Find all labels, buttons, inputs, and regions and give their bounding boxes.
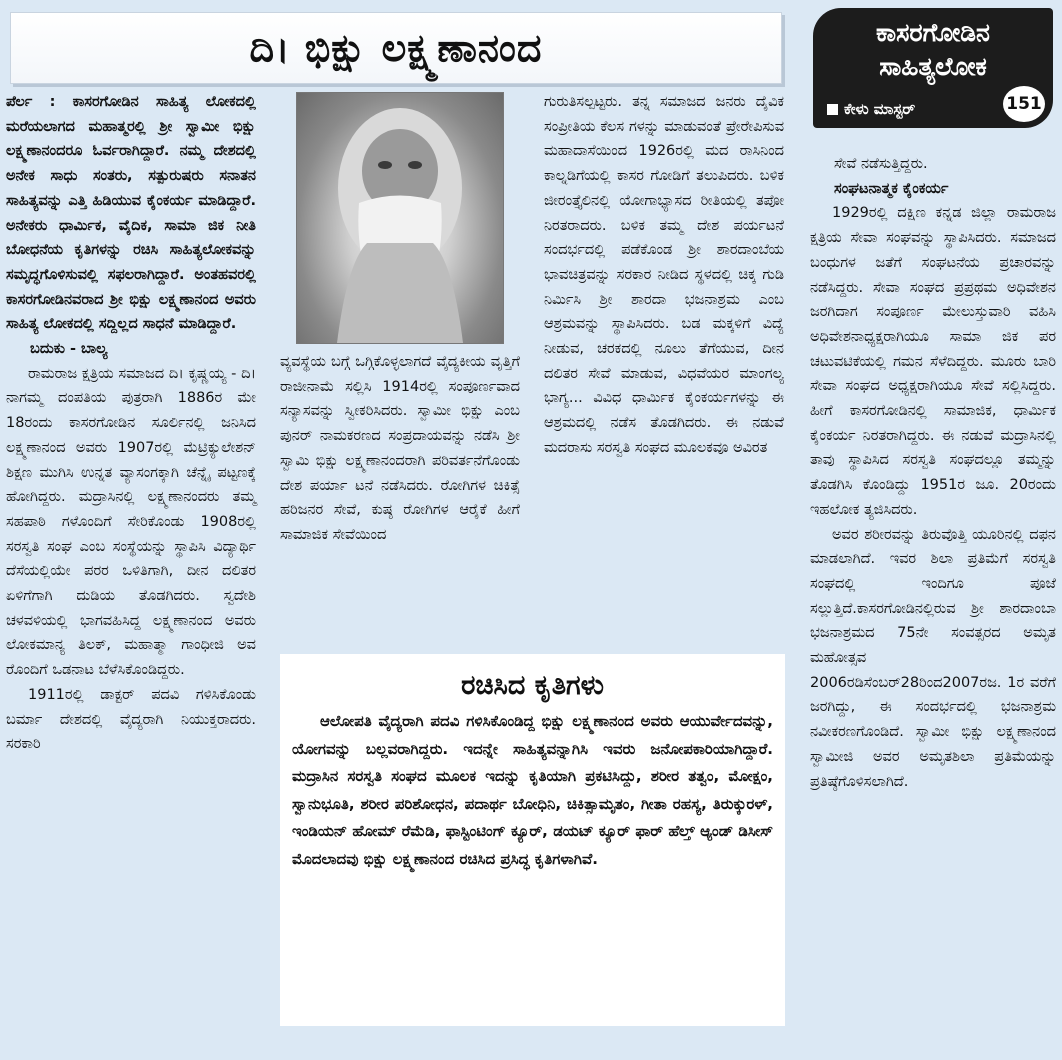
works-box bbox=[280, 654, 785, 1026]
bullet-square-icon bbox=[827, 104, 838, 115]
paragraph: 1911ರಲ್ಲಿ ಡಾಕ್ಟರ್ ಪದವಿ ಗಳಿಸಿಕೊಂಡು ಬರ್ಮಾ ದೇಶದಲ್ಲಿ ವೈದ್ಯರಾಗಿ ನಿಯುಕ್ತರಾದರು. ಸರಕಾರಿ bbox=[6, 686, 256, 753]
column-2 bbox=[280, 350, 520, 548]
portrait-photo bbox=[296, 92, 504, 344]
series-author bbox=[827, 100, 915, 118]
intro-paragraph: ಪೆರ್ಲ : ಕಾಸರಗೋಡಿನ ಸಾಹಿತ್ಯ ಲೋಕದಲ್ಲಿ ಮರೆಯಲಾಗದ ಮಹಾತ್ಮರಲ್ಲಿ ಶ್ರೀ ಸ್ವಾಮೀ ಭಿಕ್ಷು ಲಕ್ಷ್ಮಣಾನಂದರೂ ಓರ್ವರಾಗಿದ್ದಾರೆ. ನಮ್ಮ ದೇಶದಲ್ಲಿ ಅನೇಕ ಸಾಧು ಸಂತರು, ಸತ್ಪುರುಷರು ಸನಾತನ ಸಾಹಿತ್ಯವನ್ನು ಎತ್ತಿ ಹಿಡಿಯುವ ಕೈಂಕರ್ಯ ಮಾಡಿದ್ದಾರೆ. ಅನೇಕರು ಧಾರ್ಮಿಕ, ವೈದಿಕ, ಸಾಮಾ ಜಿಕ ನೀತಿ ಬೋಧನೆಯ ಕೃತಿಗಳನ್ನು ರಚಿಸಿ ಸಾಹಿತ್ಯಲೋಕವನ್ನು ಸಮೃದ್ಧಗೊಳಿಸುವಲ್ಲಿ ಸಫಲರಾಗಿದ್ದಾರೆ. ಅಂತಹವರಲ್ಲಿ ಕಾಸರಗೋಡಿನವರಾದ ಶ್ರೀ ಭಿಕ್ಷು ಲಕ್ಷ್ಮಣಾನಂದ ಅವರು ಸಾಹಿತ್ಯ ಲೋಕದಲ್ಲಿ ಸದ್ದಿಲ್ಲದ ಸಾಧನೆ ಮಾಡಿದ್ದಾರೆ. bbox=[6, 94, 256, 333]
paragraph: ಗುರುತಿಸಲ್ಪಟ್ಟರು. ತನ್ನ ಸಮಾಜದ ಜನರು ದೈವಿಕ ಸಂಪ್ರೀತಿಯ ಕೆಲಸ ಗಳನ್ನು ಮಾಡುವಂತೆ ಪ್ರೇರೇಪಿಸುವ ಮಹಾದಾಸೆಯಿಂದ 1926ರಲ್ಲಿ ಮದ ರಾಸಿನಿಂದ ಕಾಲ್ನಡಿಗೆಯಲ್ಲಿ ಕಾಸರ ಗೋಡಿಗೆ ತಲುಪಿದರು. ಬಳಿಕ ಜೀರಂತ್ತೈಲಿನಲ್ಲಿ ಯೋಗಾಭ್ಯಾಸದ ರೀತಿಯಲ್ಲಿ ತಪೋ ನಿರತರಾದರು. ಬಳಿಕ ತಮ್ಮ ದೇಶ ಪರ್ಯಟನೆ ಸಂದರ್ಭದಲ್ಲಿ ಪಡೆಕೊಂಡ ಶ್ರೀ ಶಾರದಾಂಬೆಯ ಭಾವಚಿತ್ರವನ್ನು ಸರಕಾರ ನೀಡಿದ ಸ್ಥಳದಲ್ಲಿ ಚಿಕ್ಕ ಗುಡಿ ನಿರ್ಮಿಸಿ ಶ್ರೀ ಶಾರದಾ ಭಜನಾಶ್ರಮ ಎಂಬ ಆಶ್ರಮವನ್ನು ಸ್ಥಾಪಿಸಿದರು. ಬಡ ಮಕ್ಕಳಿಗೆ ವಿದ್ಯೆ ನೀಡುವ, ಚರಕದಲ್ಲಿ ನೂಲು ತೆಗೆಯುವ, ದೀನ ದಲಿತರ ಸೇವೆ ಮಾಡುವ, ವಿಧವೆಯರ ಮಾಂಗಲ್ಯ ಭಾಗ್ಯ... ವಿವಿಧ ಧಾರ್ಮಿಕ ಕೈಂಕರ್ಯಗಳನ್ನು ಈ ಆಶ್ರಮದಲ್ಲಿ ನಡೆಸ ತೊಡಗಿದರು. ಈ ನಡುವೆ ಮದರಾಸು ಸರಸ್ವತಿ ಸಂಘದ ಮೂಲಕವೂ ಅವಿರತ bbox=[544, 94, 784, 456]
works-title: ರಚಿಸಿದ ಕೃತಿಗಳು bbox=[461, 670, 604, 701]
series-title-line2: ಸಾಹಿತ್ಯಲೋಕ bbox=[879, 52, 987, 81]
column-1 bbox=[6, 90, 256, 757]
headline: ದಿ। ಭಿಕ್ಷು ಲಕ್ಷ್ಮಣಾನಂದ bbox=[249, 25, 543, 70]
paragraph: ವ್ಯವಸ್ಥೆಯ ಬಗ್ಗೆ ಒಗ್ಗಿಕೊಳ್ಳಲಾಗದೆ ವೈದ್ಯಕೀಯ ವೃತ್ತಿಗೆ ರಾಜೀನಾಮೆ ಸಲ್ಲಿಸಿ 1914ರಲ್ಲಿ ಸಂಪೂರ್ಣವಾದ ಸನ್ಯಾಸವನ್ನು ಸ್ವೀಕರಿಸಿದರು. ಸ್ವಾಮೀ ಭಿಕ್ಷು ಎಂಬ ಪುನರ್ ನಾಮಕರಣದ ಸಂಪ್ರದಾಯವನ್ನು ನಡೆಸಿ ಶ್ರೀ ಸ್ವಾಮಿ ಭಿಕ್ಷು ಲಕ್ಷ್ಮಣಾನಂದರಾಗಿ ಪರಿವರ್ತನೆಗೊಂಡು ದೇಶ ಪರ್ಯಾ ಟನೆ ನಡೆಸಿದರು. ರೋಗಿಗಳ ಚಿಕಿತ್ಸೆ ಹರಿಜನರ ಸೇವೆ, ಕುಷ್ಠ ರೋಗಿಗಳ ಆರೈಕೆ ಹೀಗೆ ಸಾಮಾಜಿಕ ಸೇವೆಯಿಂದ bbox=[280, 354, 520, 543]
paragraph: ಅವರ ಶರೀರವನ್ನು ತಿರುವೊತ್ತಿ ಯೂರಿನಲ್ಲಿ ದಫನ ಮಾಡಲಾಗಿದೆ. ಇವರ ಶಿಲಾ ಪ್ರತಿಮೆಗೆ ಸರಸ್ವತಿ ಸಂಘದಲ್ಲಿ ಇಂದಿಗೂ ಪೂಜೆ ಸಲ್ಲುತ್ತಿದೆ.ಕಾಸರಗೋಡಿನಲ್ಲಿರುವ ಶ್ರೀ ಶಾರದಾಂಬಾ ಭಜನಾಶ್ರಮದ 75ನೇ ಸಂವತ್ಸರದ ಅಮೃತ ಮಹೋತ್ಸವ 2006ರಡಿಸೆಂಬರ್28ರಿಂದ2007ರಜ. 1ರ ವರೆಗೆ ಜರಗಿದ್ದು, ಈ ಸಂದರ್ಭದಲ್ಲಿ ಭಜನಾಶ್ರಮ ನವೀಕರಣಗೊಂಡಿದೆ. ಸ್ವಾಮೀ ಭಿಕ್ಷು ಲಕ್ಷ್ಮಣಾನಂದ ಸ್ವಾಮೀಜಿ ಅವರ ಅಮೃತಶಿಲಾ ಪ್ರತಿಮೆಯನ್ನು ಪ್ರತಿಷ್ಠೆಗೊಳಿಸಲಾಗಿದೆ. bbox=[810, 526, 1056, 790]
paragraph: ಸೇವೆ ನಡೆಸುತ್ತಿದ್ದರು. bbox=[834, 156, 928, 172]
works-paragraph: ಆಲೋಪತಿ ವೈದ್ಯರಾಗಿ ಪದವಿ ಗಳಿಸಿಕೊಂಡಿದ್ದ ಭಿಕ್ಷು ಲಕ್ಷ್ಮಣಾನಂದ ಅವರು ಆಯುರ್ವೇದವನ್ನು, ಯೋಗವನ್ನು ಬಲ್ಲವರಾಗಿದ್ದರು. ಇದನ್ನೇ ಸಾಹಿತ್ಯವನ್ನಾಗಿಸಿ ಇವರು ಜನೋಪಕಾರಿಯಾಗಿದ್ದಾರೆ. ಮದ್ರಾಸಿನ ಸರಸ್ವತಿ ಸಂಘದ ಮೂಲಕ ಇದನ್ನು ಕೃತಿಯಾಗಿ ಪ್ರಕಟಿಸಿದ್ದು, ಶರೀರ ತತ್ವಂ, ಮೋಕ್ಷಂ, ಸ್ವಾನುಭೂತಿ, ಶರೀರ ಪರಿಶೋಧನ, ಪದಾರ್ಥ ಬೋಧಿನಿ, ಚಿಕಿತ್ಸಾಮೃತಂ, ಗೀತಾ ರಹಸ್ಯ, ತಿರುಕ್ಕುರಳ್, ಇಂಡಿಯನ್ ಹೋಮ್ ರೆಮೆಡಿ, ಫಾಸ್ಟಿಂಟಿಂಗ್ ಕ್ಯೂರ್, ಡಯಟ್ ಕ್ಯೂರ್ ಫಾರ್ ಹೆಲ್ತ್ ಆ್ಯಂಡ್ ಡಿಸೀಸ್ ಮೊದಲಾದವು ಭಿಕ್ಷು ಲಕ್ಷ್ಮಣಾನಂದ ರಚಿಸಿದ ಪ್ರಸಿದ್ಧ ಕೃತಿಗಳಾಗಿವೆ. bbox=[292, 712, 773, 868]
portrait-illustration bbox=[297, 93, 503, 343]
subhead-organizational: ಸಂಘಟನಾತ್ಮಕ ಕೈಂಕರ್ಯ bbox=[834, 180, 949, 197]
subhead-childhood: ಬದುಕು - ಬಾಲ್ಯ bbox=[30, 341, 108, 358]
headline-box bbox=[10, 12, 782, 84]
series-title-line1: ಕಾಸರಗೋಡಿನ bbox=[876, 18, 990, 47]
paragraph: 1929ರಲ್ಲಿ ದಕ್ಷಿಣ ಕನ್ನಡ ಜಿಲ್ಲಾ ರಾಮರಾಜ ಕ್ಷತ್ರಿಯ ಸೇವಾ ಸಂಘವನ್ನು ಸ್ಥಾಪಿಸಿದರು. ಸಮಾಜದ ಬಂಧುಗಳ ಜತೆಗೆ ಸಂಘಟನೆಯ ಪ್ರಚಾರವನ್ನು ನಡೆಸಿದ್ದರು. ಸೇವಾ ಸಂಘದ ಪ್ರಪ್ರಥಮ ಅಧಿವೇಶನ ಜರಗಿದಾಗ ಸಂಪೂರ್ಣ ಮೇಲುಸ್ತುವಾರಿ ವಹಿಸಿ ಅಧಿವೇಶನಾಧ್ಯಕ್ಷರಾಗಿಯೂ ಸಾಮಾ ಜಿಕ ಪರ ಚಟುವಟಿಕೆಯಲ್ಲಿ ಗಮನ ಸೆಳೆದಿದ್ದರು. ಮೂರು ಬಾರಿ ಸೇವಾ ಸಂಘದ ಅಧ್ಯಕ್ಷರಾಗಿಯೂ ಸೇವೆ ಸಲ್ಲಿಸಿದ್ದರು. ಹೀಗೆ ಕಾಸರಗೋಡಿನಲ್ಲಿ ಸಾಮಾಜಿಕ, ಧಾರ್ಮಿಕ ಕೈಂಕರ್ಯ ನಿರತರಾಗಿದ್ದರು. ಈ ನಡುವೆ ಮದ್ರಾಸಿನಲ್ಲಿ ತಾವು ಸ್ಥಾಪಿಸಿದ ಸರಸ್ವತಿ ಸಂಘದಲ್ಲೂ ತಮ್ಮನ್ನು ತೊಡಗಿಸಿ ಕೊಂಡಿದ್ದು 1951ರ ಜೂ. 20ರಂದು ಇಹಲೋಕ ತ್ಯಜಿಸಿದರು. bbox=[810, 205, 1056, 518]
author-name: ಕೇಳು ಮಾಸ್ಟರ್ bbox=[844, 100, 916, 118]
column-3 bbox=[544, 90, 784, 461]
column-4 bbox=[810, 152, 1056, 794]
series-number-badge: 151 bbox=[1003, 86, 1045, 122]
series-badge bbox=[813, 8, 1053, 128]
paragraph: ರಾಮರಾಜ ಕ್ಷತ್ರಿಯ ಸಮಾಜದ ದಿ। ಕೃಷ್ಣಯ್ಯ - ದಿ। ನಾಗಮ್ಮ ದಂಪತಿಯ ಪುತ್ರರಾಗಿ 1886ರ ಮೇ 18ರಂದು ಕಾಸರಗೋಡಿನ ಸೂರ್ಲಿನಲ್ಲಿ ಜನಿಸಿದ ಲಕ್ಷ್ಮಣಾನಂದ ಅವರು 1907ರಲ್ಲಿ ಮೆಟ್ರಿಕ್ಯುಲೇಶನ್ ಶಿಕ್ಷಣ ಮುಗಿಸಿ ಉನ್ನತ ವ್ಯಾಸಂಗಕ್ಕಾಗಿ ಚೆನ್ನೈ ಪಟ್ಟಣಕ್ಕೆ ಹೋಗಿದ್ದರು. ಮದ್ರಾಸಿನಲ್ಲಿ ಲಕ್ಷ್ಮಣಾನಂದರು ತಮ್ಮ ಸಹಪಾಠಿ ಗಳೊಂದಿಗೆ ಸೇರಿಕೊಂಡು 1908ರಲ್ಲಿ ಸರಸ್ವತಿ ಸಂಘ ಎಂಬ ಸಂಸ್ಥೆಯನ್ನು ಸ್ಥಾಪಿಸಿ ವಿದ್ಯಾರ್ಥಿ ದೆಸೆಯಲ್ಲಿಯೇ ಪರರ ಒಳಿತಿಗಾಗಿ, ದೀನ ದಲಿತರ ಏಳಿಗೆಗಾಗಿ ದುಡಿಯ ತೊಡಗಿದರು. ಸ್ವದೇಶಿ ಚಳವಳಿಯಲ್ಲಿ ಭಾಗವಹಿಸಿದ್ದ ಲಕ್ಷ್ಮಣಾನಂದ ಅವರು ಲೋಕಮಾನ್ಯ ತಿಲಕ್, ಮಹಾತ್ಮಾ ಗಾಂಧೀಜಿ ಅವ ರೊಂದಿಗೆ ಒಡನಾಟ ಬೆಳೆಸಿಕೊಂಡಿದ್ದರು. bbox=[6, 365, 256, 679]
